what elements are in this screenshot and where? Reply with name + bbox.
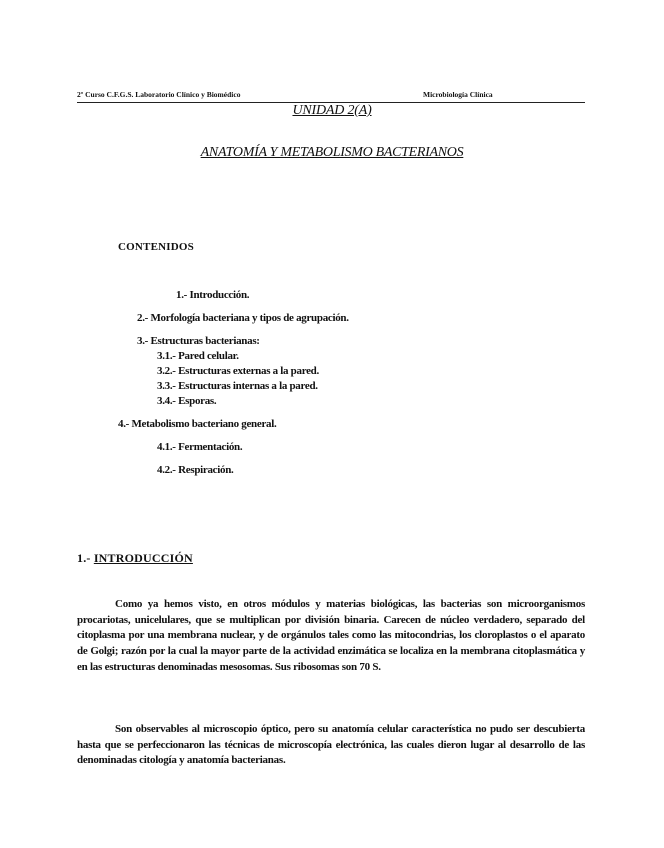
section-number: 1.- <box>77 551 91 565</box>
unit-title: UNIDAD 2(A) <box>292 103 372 118</box>
toc-subitem: 3.1.- Pared celular. <box>157 350 239 362</box>
header-course: 2º Curso C.F.G.S. Laboratorio Clínico y Biomédico <box>77 90 241 99</box>
toc-subitem: 3.2.- Estructuras externas a la pared. <box>157 365 319 377</box>
toc-item: 2.- Morfología bacteriana y tipos de agrupación. <box>137 312 349 324</box>
toc-item: 1.- Introducción. <box>176 289 250 301</box>
paragraph: Son observables al microscopio óptico, pero su anatomía celular característica no pudo ser descubierta hasta que se perfeccionaron las técnicas de microscopía electrónica, las cuales dieron lugar al desarrollo de las denominadas citología y anatomía bacterianas. <box>77 723 585 767</box>
toc-subitem: 3.4.- Esporas. <box>157 395 217 407</box>
toc-item: 3.- Estructuras bacterianas: <box>137 335 260 347</box>
section-title: INTRODUCCIÓN <box>93 551 193 565</box>
page-header <box>77 90 585 103</box>
contents-heading: CONTENIDOS <box>118 241 194 253</box>
paragraph: Como ya hemos visto, en otros módulos y materias biológicas, las bacterias son microorganismos procariotas, unicelulares, que se multiplican por división binaria. Carecen de núcleo verdadero, separado del citoplasma por una membrana nuclear, y de orgánulos tales como las mitocondrias, los cloroplastos o el aparato de Golgi; razón por la cual la mayor parte de la actividad enzimática se localiza en la membrana citoplasmática y en las estructuras denominadas mesosomas. Sus ribosomas son 70 S. <box>77 598 585 673</box>
toc-subitem: 4.2.- Respiración. <box>157 464 234 476</box>
toc-subitem: 4.1.- Fermentación. <box>157 441 243 453</box>
toc-subitem: 3.3.- Estructuras internas a la pared. <box>157 380 318 392</box>
page-title: ANATOMÍA Y METABOLISMO BACTERIANOS <box>200 145 464 160</box>
toc-item: 4.- Metabolismo bacteriano general. <box>118 418 277 430</box>
section-heading <box>77 551 193 566</box>
header-subject: Microbiología Clínica <box>423 90 493 99</box>
